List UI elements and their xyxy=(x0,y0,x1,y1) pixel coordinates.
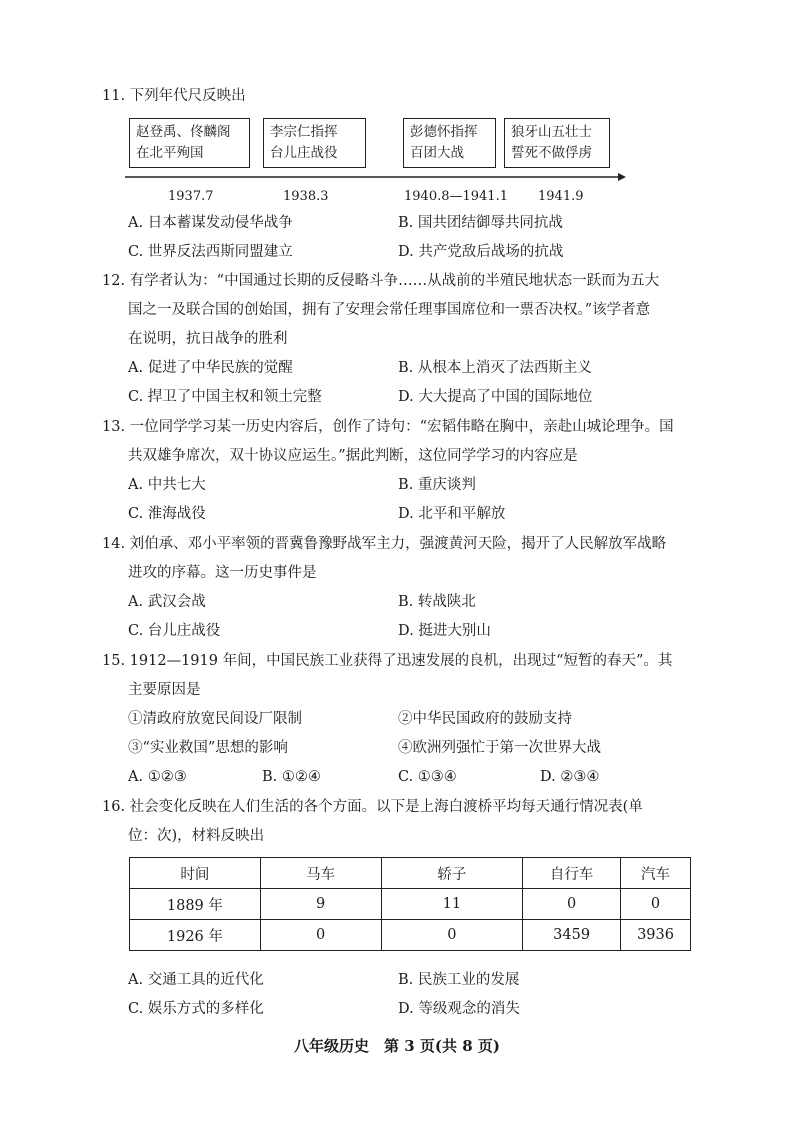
q15-option-a: A. ①②③ xyxy=(128,769,187,785)
table-cell: 11 xyxy=(381,889,523,920)
timeline-date: 1941.9 xyxy=(538,189,584,204)
q16-option-a: A. 交通工具的近代化 xyxy=(128,972,264,988)
timeline-event-box: 赵登禹、佟麟阁 在北平殉国 xyxy=(129,118,250,168)
q15-statement-4: ④欧洲列强忙于第一次世界大战 xyxy=(398,740,601,756)
timeline-event-box: 彭德怀指挥 百团大战 xyxy=(403,118,496,168)
q12-option-c: C. 捍卫了中国主权和领土完整 xyxy=(128,389,322,405)
q16-option-d: D. 等级观念的消失 xyxy=(398,1001,520,1017)
q12-stem-line1: 12. 有学者认为：“中国通过长期的反侵略斗争……从战前的半殖民地状态一跃而为五大 xyxy=(102,273,660,289)
table-row xyxy=(130,889,691,920)
q13-stem-line2: 共双雄争席次，双十协议应运生。”据此判断，这位同学学习的内容应是 xyxy=(128,448,578,464)
q12-option-d: D. 大大提高了中国的国际地位 xyxy=(398,389,593,405)
table-header-cell: 汽车 xyxy=(621,858,691,889)
q16-stem-line1: 16. 社会变化反映在人们生活的各个方面。以下是上海白渡桥平均每天通行情况表(单 xyxy=(102,799,643,815)
table-cell: 3459 xyxy=(523,920,621,951)
q13-option-a: A. 中共七大 xyxy=(128,477,206,493)
timeline-arrow xyxy=(120,170,630,184)
timeline-event-box: 李宗仁指挥 台儿庄战役 xyxy=(263,118,366,168)
q15-statement-3: ③“实业救国”思想的影响 xyxy=(128,740,288,756)
table-cell: 1926 年 xyxy=(130,920,261,951)
q11-option-d: D. 共产党敌后战场的抗战 xyxy=(398,244,564,260)
q12-option-b: B. 从根本上消灭了法西斯主义 xyxy=(398,360,592,376)
q14-option-d: D. 挺进大别山 xyxy=(398,623,491,639)
table-cell: 0 xyxy=(523,889,621,920)
q13-option-d: D. 北平和平解放 xyxy=(398,506,506,522)
q14-option-a: A. 武汉会战 xyxy=(128,594,206,610)
table-cell: 1889 年 xyxy=(130,889,261,920)
q15-statement-1: ①清政府放宽民间设厂限制 xyxy=(128,711,302,727)
q11-option-c: C. 世界反法西斯同盟建立 xyxy=(128,244,293,260)
q15-option-c: C. ①③④ xyxy=(398,769,457,785)
table-header-cell: 时间 xyxy=(130,858,261,889)
bridge-traffic-table xyxy=(129,857,691,951)
q15-statement-2: ②中华民国政府的鼓励支持 xyxy=(398,711,572,727)
q15-option-b: B. ①②④ xyxy=(262,769,321,785)
q13-stem-line1: 13. 一位同学学习某一历史内容后，创作了诗句：“宏韬伟略在胸中，亲赴山城论理争。国 xyxy=(102,419,674,435)
q14-stem-line2: 进攻的序幕。这一历史事件是 xyxy=(128,565,317,581)
table-header-cell: 马车 xyxy=(260,858,381,889)
table-header-row xyxy=(130,858,691,889)
timeline-date: 1937.7 xyxy=(168,189,214,204)
table-header-cell: 自行车 xyxy=(523,858,621,889)
table-row xyxy=(130,920,691,951)
page-footer: 八年级历史 第 3 页(共 8 页) xyxy=(294,1037,500,1055)
q11-option-a: A. 日本蓄谋发动侵华战争 xyxy=(128,215,293,231)
q14-option-c: C. 台儿庄战役 xyxy=(128,623,221,639)
table-cell: 0 xyxy=(260,920,381,951)
q11-stem: 11. 下列年代尺反映出 xyxy=(102,88,246,104)
q16-option-c: C. 娱乐方式的多样化 xyxy=(128,1001,264,1017)
q15-stem-line2: 主要原因是 xyxy=(128,682,201,698)
table-cell: 0 xyxy=(381,920,523,951)
q16-stem-line2: 位：次)，材料反映出 xyxy=(128,828,265,844)
q15-option-d: D. ②③④ xyxy=(540,769,600,785)
q12-option-a: A. 促进了中华民族的觉醒 xyxy=(128,360,293,376)
q13-option-b: B. 重庆谈判 xyxy=(398,477,476,493)
q14-stem-line1: 14. 刘伯承、邓小平率领的晋冀鲁豫野战军主力，强渡黄河天险，揭开了人民解放军战略 xyxy=(102,536,667,552)
table-cell: 9 xyxy=(260,889,381,920)
q15-stem-line1: 15. 1912—1919 年间，中国民族工业获得了迅速发展的良机，出现过“短暂的春天”。其 xyxy=(102,653,673,669)
q14-option-b: B. 转战陕北 xyxy=(398,594,476,610)
q12-stem-line2: 国之一及联合国的创始国，拥有了安理会常任理事国席位和一票否决权。”该学者意 xyxy=(128,302,651,318)
timeline-event-box: 狼牙山五壮士 誓死不做俘虏 xyxy=(504,118,610,168)
table-cell: 0 xyxy=(621,889,691,920)
q13-option-c: C. 淮海战役 xyxy=(128,506,206,522)
q11-option-b: B. 国共团结御辱共同抗战 xyxy=(398,215,563,231)
timeline-date: 1940.8—1941.1 xyxy=(404,189,508,204)
table-cell: 3936 xyxy=(621,920,691,951)
table-header-cell: 轿子 xyxy=(381,858,523,889)
q12-stem-line3: 在说明，抗日战争的胜利 xyxy=(128,331,288,347)
q16-option-b: B. 民族工业的发展 xyxy=(398,972,520,988)
timeline-date: 1938.3 xyxy=(283,189,329,204)
